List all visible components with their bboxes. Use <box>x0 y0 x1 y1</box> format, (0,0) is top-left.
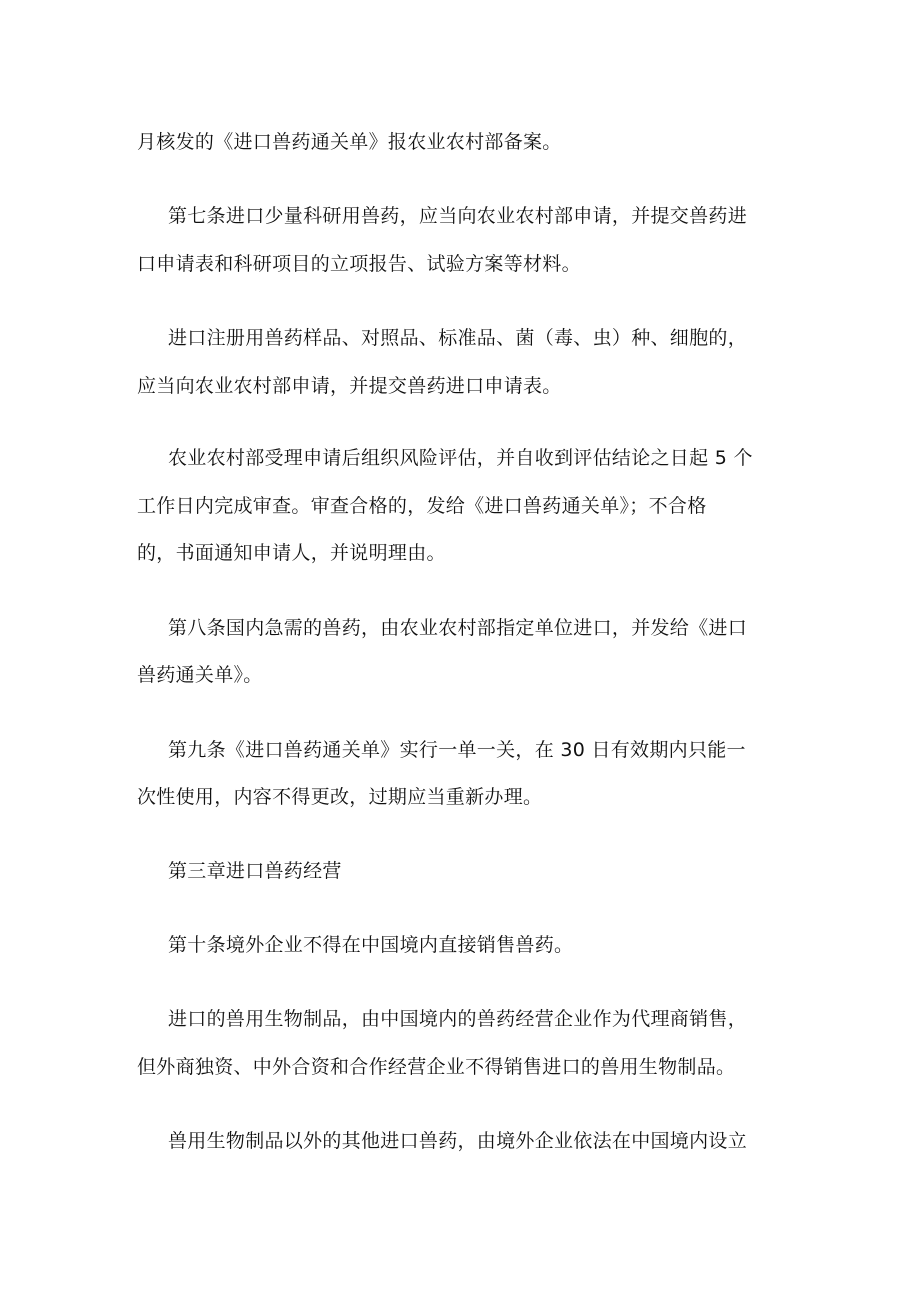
article-9-line: 第九条《进口兽药通关单》实行一单一关，在 30 日有效期内只能一 <box>168 739 746 761</box>
text-line: 农业农村部受理申请后组织风险评估，并自收到评估结论之日起 5 个 <box>168 447 753 469</box>
text-line: 口申请表和科研项目的立项报告、试验方案等材料。 <box>137 253 581 275</box>
chapter-heading: 第三章进口兽药经营 <box>168 860 342 882</box>
article-10-line: 第十条境外企业不得在中国境内直接销售兽药。 <box>168 934 574 956</box>
article-8-line: 第八条国内急需的兽药，由农业农村部指定单位进口，并发给《进口 <box>168 617 748 639</box>
text-line: 兽用生物制品以外的其他进口兽药，由境外企业依法在中国境内设立 <box>168 1130 748 1152</box>
text-line: 进口的兽用生物制品，由中国境内的兽药经营企业作为代理商销售， <box>168 1008 748 1030</box>
text-line: 次性使用，内容不得更改，过期应当重新办理。 <box>137 786 543 808</box>
text-line: 应当向农业农村部申请，并提交兽药进口申请表。 <box>137 375 562 397</box>
article-7-line: 第七条进口少量科研用兽药，应当向农业农村部申请，并提交兽药进 <box>168 205 748 227</box>
text-line: 的，书面通知申请人，并说明理由。 <box>137 542 446 564</box>
text-line: 但外商独资、中外合资和合作经营企业不得销售进口的兽用生物制品。 <box>137 1056 736 1078</box>
text-line: 进口注册用兽药样品、对照品、标准品、菌（毒、虫）种、细胞的， <box>168 327 748 349</box>
text-line: 月核发的《进口兽药通关单》报农业农村部备案。 <box>137 131 562 153</box>
text-line: 工作日内完成审查。审查合格的，发给《进口兽药通关单》；不合格 <box>137 495 707 517</box>
text-line: 兽药通关单》。 <box>137 664 263 686</box>
